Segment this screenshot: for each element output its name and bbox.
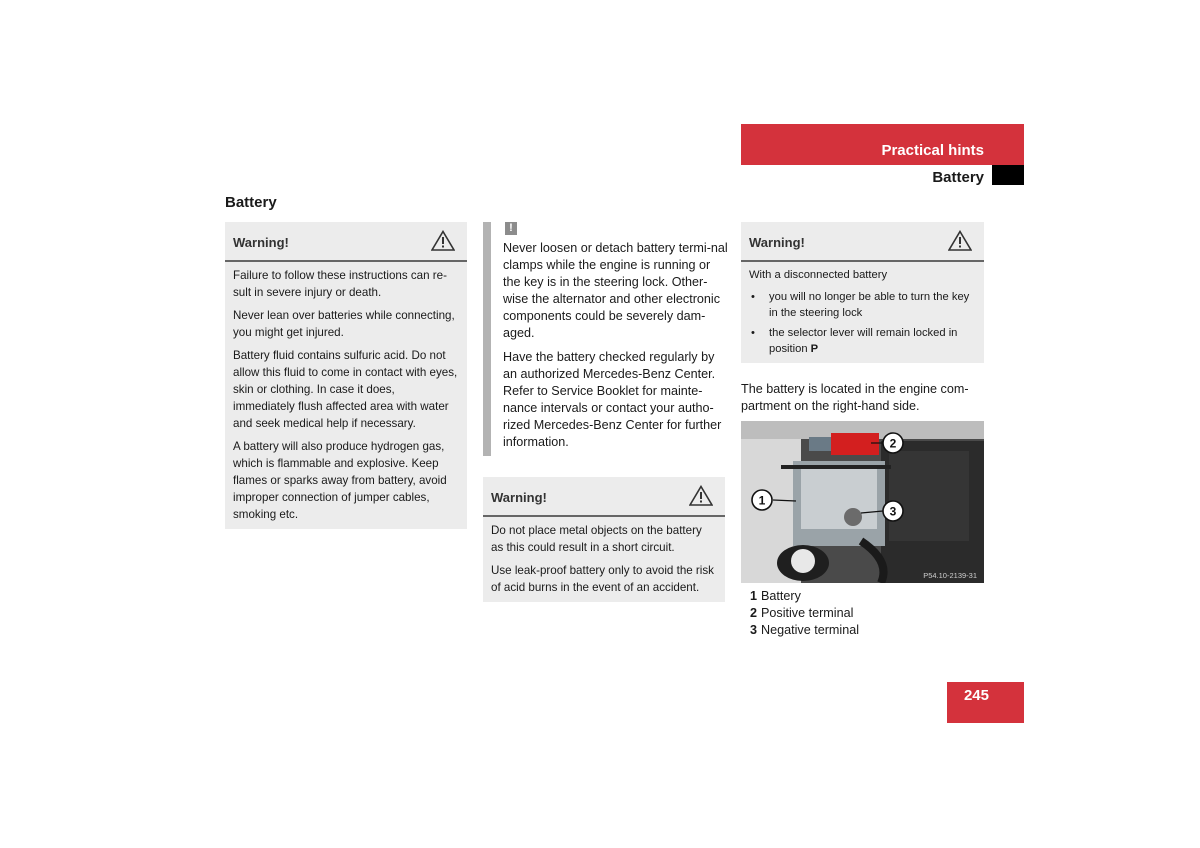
location-text: The battery is located in the engine com-partment on the right-hand side. — [741, 382, 969, 413]
callout-2: 2 — [889, 436, 897, 451]
battery-photo — [741, 421, 984, 583]
list-item: • you will no longer be able to turn the key in the steering lock — [749, 289, 976, 321]
warning-paragraph: Battery fluid contains sulfuric acid. Do not allow this fluid to come in contact with eyes, skin or clothing. In case it does, immediately flush affected area with water and seek medical help if necessary. — [233, 349, 458, 430]
warning-header — [225, 222, 467, 262]
warning-triangle-icon — [689, 485, 713, 506]
page-number: 245 — [963, 687, 989, 704]
warning-header — [483, 477, 725, 517]
legend-item — [750, 622, 859, 639]
legend-label: Positive terminal — [761, 606, 854, 620]
section-title: Practical hints — [881, 142, 984, 159]
warning-paragraph: A battery will also produce hydrogen gas, which is flammable and explosive. Keep flames or sparks away from battery, avoid improper connection of jumper cables, smoking etc. — [233, 440, 447, 521]
warning-paragraph: Use leak-proof battery only to avoid the risk of acid burns in the event of an accident. — [491, 564, 714, 594]
page-number-tab — [947, 682, 1024, 723]
subsection-label — [741, 165, 984, 185]
warning-paragraph: Do not place metal objects on the battery as this could result in a short circuit. — [491, 524, 702, 554]
notice-text — [503, 240, 728, 458]
warning-title: Warning! — [749, 235, 805, 250]
warning-box-right — [741, 222, 984, 363]
notice-bar — [483, 222, 491, 456]
legend-number: 2 — [750, 606, 758, 620]
legend-number: 3 — [750, 623, 758, 637]
callout-3: 3 — [889, 504, 897, 519]
list-item — [749, 325, 976, 357]
warning-box-middle — [483, 477, 725, 602]
notice-paragraph: Have the battery checked regularly by an authorized Mercedes-Benz Center. Refer to Service Booklet for mainte-nance intervals or contact your autho-rized Mercedes-Benz Center for further information. — [503, 350, 722, 449]
warning-triangle-icon — [948, 230, 972, 251]
photo-legend — [750, 588, 859, 639]
warning-triangle-icon — [431, 230, 455, 251]
notice-paragraph: Never loosen or detach battery termi-nal clamps while the engine is running or the key is in the steering lock. Other-wise the alternator and other electronic components could be severely dam-aged. — [503, 241, 728, 340]
photo-code: P54.10-2139-31 — [923, 571, 977, 580]
warning-body — [483, 517, 725, 602]
warning-title: Warning! — [491, 490, 547, 505]
warning-body — [741, 262, 984, 363]
legend-item — [750, 605, 859, 622]
subsection-title: Battery — [932, 169, 984, 186]
warning-paragraph: Failure to follow these instructions can re-sult in severe injury or death. — [233, 269, 447, 299]
warning-title: Warning! — [233, 235, 289, 250]
warning-box-left — [225, 222, 467, 529]
engine-bay-illustration — [741, 421, 984, 583]
warning-header — [741, 222, 984, 262]
callout-1: 1 — [758, 493, 766, 508]
legend-label: Battery — [761, 589, 801, 603]
exclamation-icon: ! — [505, 222, 517, 235]
legend-label: Negative terminal — [761, 623, 860, 637]
warning-paragraph: Never lean over batteries while connecting, you might get injured. — [233, 309, 455, 339]
position-label: P — [810, 343, 819, 355]
section-tab — [741, 124, 1024, 165]
list-item-text: the selector lever will remain locked in position — [769, 327, 958, 355]
subsection-marker — [992, 165, 1024, 185]
warning-body — [225, 262, 467, 529]
legend-item — [750, 588, 859, 605]
page-heading: Battery — [225, 194, 277, 211]
warning-bullet-list — [749, 289, 976, 357]
warning-intro: With a disconnected battery — [749, 269, 888, 281]
legend-number: 1 — [750, 589, 758, 603]
